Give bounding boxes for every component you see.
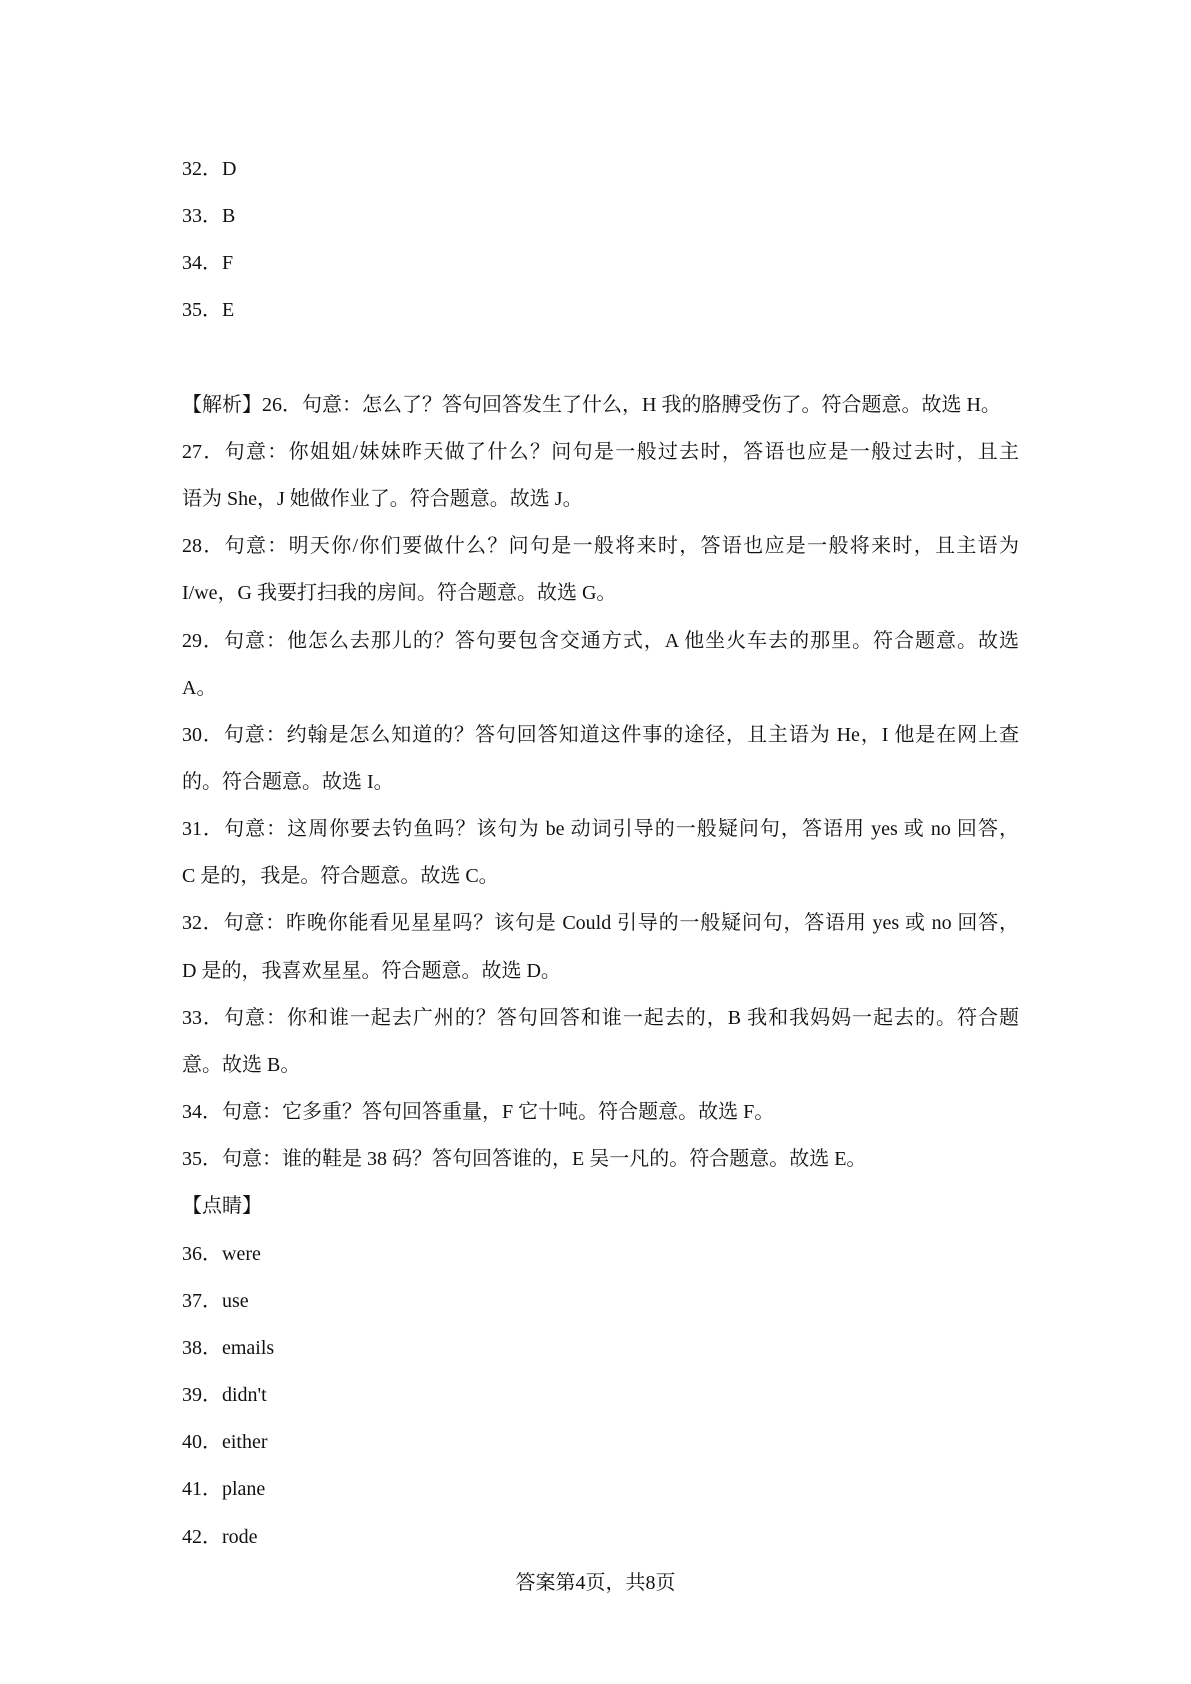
analysis-line: D 是的，我喜欢星星。符合题意。故选 D。 (182, 959, 561, 982)
answer-item: 34．F (182, 252, 234, 275)
answer-item: 37．use (182, 1289, 249, 1312)
analysis-line: 31．句意：这周你要去钓鱼吗？该句为 be 动词引导的一般疑问句，答语用 yes 或 no 回答， (182, 818, 1019, 841)
answer-list-top (182, 146, 1019, 335)
analysis-line: 27．句意：你姐姐/妹妹昨天做了什么？问句是一般过去时，答语也应是一般过去时，且主 (182, 440, 1019, 463)
analysis-line: 26．句意：怎么了？答句回答发生了什么，H 我的胳膊受伤了。符合题意。故选 H。 (262, 393, 1001, 416)
analysis-paragraph (182, 382, 1019, 429)
analysis-paragraph (182, 806, 1019, 900)
answer-item: 33．B (182, 205, 236, 228)
answer-item: 40．either (182, 1431, 268, 1454)
analysis-paragraph (182, 712, 1019, 806)
analysis-line: 32．句意：昨晚你能看见星星吗？该句是 Could 引导的一般疑问句，答语用 yes 或 no 回答， (182, 912, 1019, 935)
answer-item: 35．E (182, 299, 235, 322)
page-footer: 答案第4页，共8页 (515, 1572, 676, 1594)
tip-label: 【点睛】 (182, 1195, 262, 1218)
answer-item: 41．plane (182, 1478, 266, 1501)
answer-list-bottom (182, 1231, 1019, 1561)
analysis-line: 语为 She，J 她做作业了。符合题意。故选 J。 (182, 488, 583, 511)
analysis-line: 30．句意：约翰是怎么知道的？答句回答知道这件事的途径，且主语为 He，I 他是在网上查 (182, 723, 1019, 746)
analysis-line: 33．句意：你和谁一起去广州的？答句回答和谁一起去的，B 我和我妈妈一起去的。符合题 (182, 1006, 1019, 1029)
analysis-line: 的。符合题意。故选 I。 (182, 771, 394, 794)
analysis-line: A。 (182, 676, 217, 699)
analysis-line: 意。故选 B。 (182, 1053, 301, 1076)
analysis-line: I/we，G 我要打扫我的房间。符合题意。故选 G。 (182, 582, 617, 605)
analysis-paragraph (182, 995, 1019, 1089)
answer-item: 36．were (182, 1242, 261, 1265)
answer-item: 39．didn't (182, 1384, 267, 1407)
analysis-section (182, 382, 1019, 1184)
analysis-paragraph (182, 900, 1019, 994)
analysis-paragraph (182, 1089, 1019, 1136)
analysis-line: 35．句意：谁的鞋是 38 码？答句回答谁的，E 吴一凡的。符合题意。故选 E。 (182, 1148, 867, 1171)
analysis-line: 28．句意：明天你/你们要做什么？问句是一般将来时，答语也应是一般将来时，且主语为 (182, 535, 1019, 558)
page-content (182, 146, 1019, 1561)
answer-item: 32．D (182, 158, 237, 180)
analysis-label: 【解析】 (182, 393, 262, 416)
analysis-paragraph (182, 618, 1019, 712)
answer-item: 38．emails (182, 1336, 275, 1359)
analysis-line: C 是的，我是。符合题意。故选 C。 (182, 865, 499, 888)
analysis-paragraph (182, 429, 1019, 523)
analysis-paragraph (182, 523, 1019, 617)
answer-item: 42．rode (182, 1525, 258, 1548)
analysis-line: 34．句意：它多重？答句回答重量，F 它十吨。符合题意。故选 F。 (182, 1101, 775, 1124)
analysis-paragraph (182, 1136, 1019, 1183)
analysis-line: 29．句意：他怎么去那儿的？答句要包含交通方式，A 他坐火车去的那里。符合题意。故选 (182, 629, 1019, 652)
